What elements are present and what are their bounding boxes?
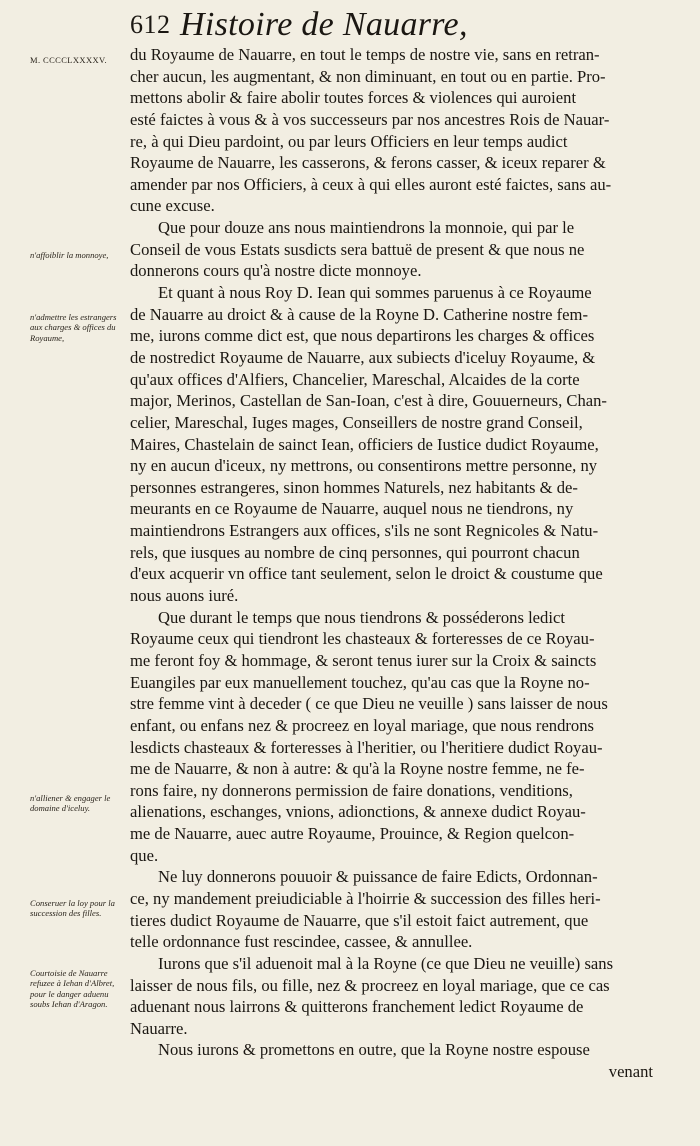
text-line: ce, ny mandement preiudiciable à l'hoirrie & succession des filles heri- [130,888,601,908]
text-line: amender par nos Officiers, à ceux à qui elles auront esté faictes, sans au- [130,174,612,194]
text-line: Et quant à nous Roy D. Iean qui sommes paruenus à ce Royaume [158,283,592,303]
text-line: alienations, eschanges, vnions, adionctions, & annexe dudict Royau- [130,802,586,822]
text-line: celier, Mareschal, Iuges mages, Conseillers de nostre grand Conseil, [130,412,583,432]
margin-note-courtoisie: Courtoisie de Nauarre refuzee à Iehan d'Albret, pour le danger aduenu soubs Iehan d'Aragon. [30,968,115,1010]
margin-note-domaine: n'alliener & engager le domaine d'iceluy. [30,793,111,814]
body-text [130,44,665,1083]
text-line: qu'aux offices d'Alfiers, Chancelier, Mareschal, Alcaides de la corte [130,369,580,389]
text-line: Nous iurons & promettons en outre, que la Royne nostre espouse [158,1040,590,1060]
text-line: Conseil de vous Estats susdicts sera battuë de present & que nous ne [130,239,585,259]
catchword: venant [608,1062,653,1082]
text-line: meurants en ce Royaume de Nauarre, auquel nous ne tiendrons, ny [130,499,574,519]
text-line: nous auons iuré. [130,586,239,606]
text-line: Nauarre. [130,1018,188,1038]
text-line: me de Nauarre, & non à autre: & qu'à la Royne nostre femme, ne fe- [130,759,585,779]
page-number: 612 [130,10,171,39]
text-line: du Royaume de Nauarre, en tout le temps de nostre vie, sans en retran- [130,45,600,64]
text-line: re, à qui Dieu pardoint, ou par leurs Officiers en leur temps audict [130,131,568,151]
text-line: Que pour douze ans nous maintiendrons la monnoie, qui par le [158,218,575,238]
text-line: me de Nauarre, auec autre Royaume, Prouince, & Region quelcon- [130,824,575,844]
text-line: rels, que iusques au nombre de cinq personnes, qui pourront chacun [130,542,580,562]
text-line: tieres dudict Royaume de Nauarre, que s'il estoit faict autrement, que [130,910,589,930]
text-line: donnerons cours qu'à nostre dicte monnoye. [130,261,422,281]
text-line: Ne luy donnerons pouuoir & puissance de faire Edicts, Ordonnan- [158,867,598,887]
text-line: esté faictes à vous & à vos successeurs par nos ancestres Rois de Nauar- [130,109,610,129]
text-line: ny en aucun d'iceux, ny mettrons, ou consentirons mettre personne, ny [130,456,598,476]
text-line: laisser de nous fils, ou fille, nez & procreez en loyal mariage, que ce cas [130,975,610,995]
margin-note-succession: Conseruer la loy pour la succession des filles. [30,898,115,919]
text-line: Royaume ceux qui tiendront les chasteaux & forteresses de ce Royau- [130,629,595,649]
text-line: me feront foy & hommage, & seront tenus iurer sur la Croix & saincts [130,650,597,670]
text-line: major, Merinos, Castellan de San-Ioan, c'est à dire, Gouuerneurs, Chan- [130,391,607,411]
text-line: Que durant le temps que nous tiendrons & posséderons ledict [158,607,565,627]
margin-note-monnoye: n'affoiblir la monnoye, [30,250,109,260]
text-line: cune excuse. [130,196,215,216]
text-line: mettons abolir & faire abolir toutes forces & violences qui auroient [130,88,577,108]
text-line: de Nauarre au droict & à cause de la Royne D. Catherine nostre fem- [130,304,588,324]
margin-note-estrangers: n'admettre les estrangers aux charges & offices du Royaume, [30,312,117,343]
text-line: lesdicts chasteaux & forteresses à l'heritier, ou l'heritiere dudict Royau- [130,737,603,757]
text-line: telle ordonnance fust rescindee, cassee, & annullee. [130,932,473,952]
text-line: de nostredict Royaume de Nauarre, aux subiects d'iceluy Royaume, & [130,347,596,367]
text-line: d'eux acquerir vn office tant seulement, selon le droict & coustume que [130,564,603,584]
margin-year: M. CCCCLXXXXV. [30,55,107,65]
text-line: stre femme vint à deceder ( ce que Dieu ne veuille ) sans laisser de nous [130,694,608,714]
text-line: personnes estrangeres, sinon hommes Naturels, nez habitants & de- [130,477,578,497]
text-line: cher aucun, les augmentant, & non diminuant, en tout ou en partie. Pro- [130,66,606,86]
text-line: maintiendrons Estrangers aux offices, s'ils ne sont Regnicoles & Natu- [130,521,599,541]
text-line: enfant, ou enfans nez & procreez en loyal mariage, que nous rendrons [130,715,594,735]
text-line: Royaume de Nauarre, les casserons, & ferons casser, & iceux reparer & [130,153,606,173]
text-line: que. [130,845,159,865]
page-header [130,6,692,46]
text-line: Iurons que s'il aduenoit mal à la Royne (ce que Dieu ne veuille) sans [158,953,614,973]
text-line: me, iurons comme dict est, que nous departirons les charges & offices [130,326,595,346]
text-line: Maires, Chastelain de sainct Iean, officiers de Iustice dudict Royaume, [130,434,599,454]
text-line: aduenant nous lairrons & quitterons franchement ledict Royaume de [130,997,584,1017]
running-title: Histoire de Nauarre, [180,6,468,43]
text-line: rons faire, ny donnerons permission de faire donations, venditions, [130,780,573,800]
text-line: Euangiles par eux manuellement touchez, qu'au cas que la Royne no- [130,672,590,692]
